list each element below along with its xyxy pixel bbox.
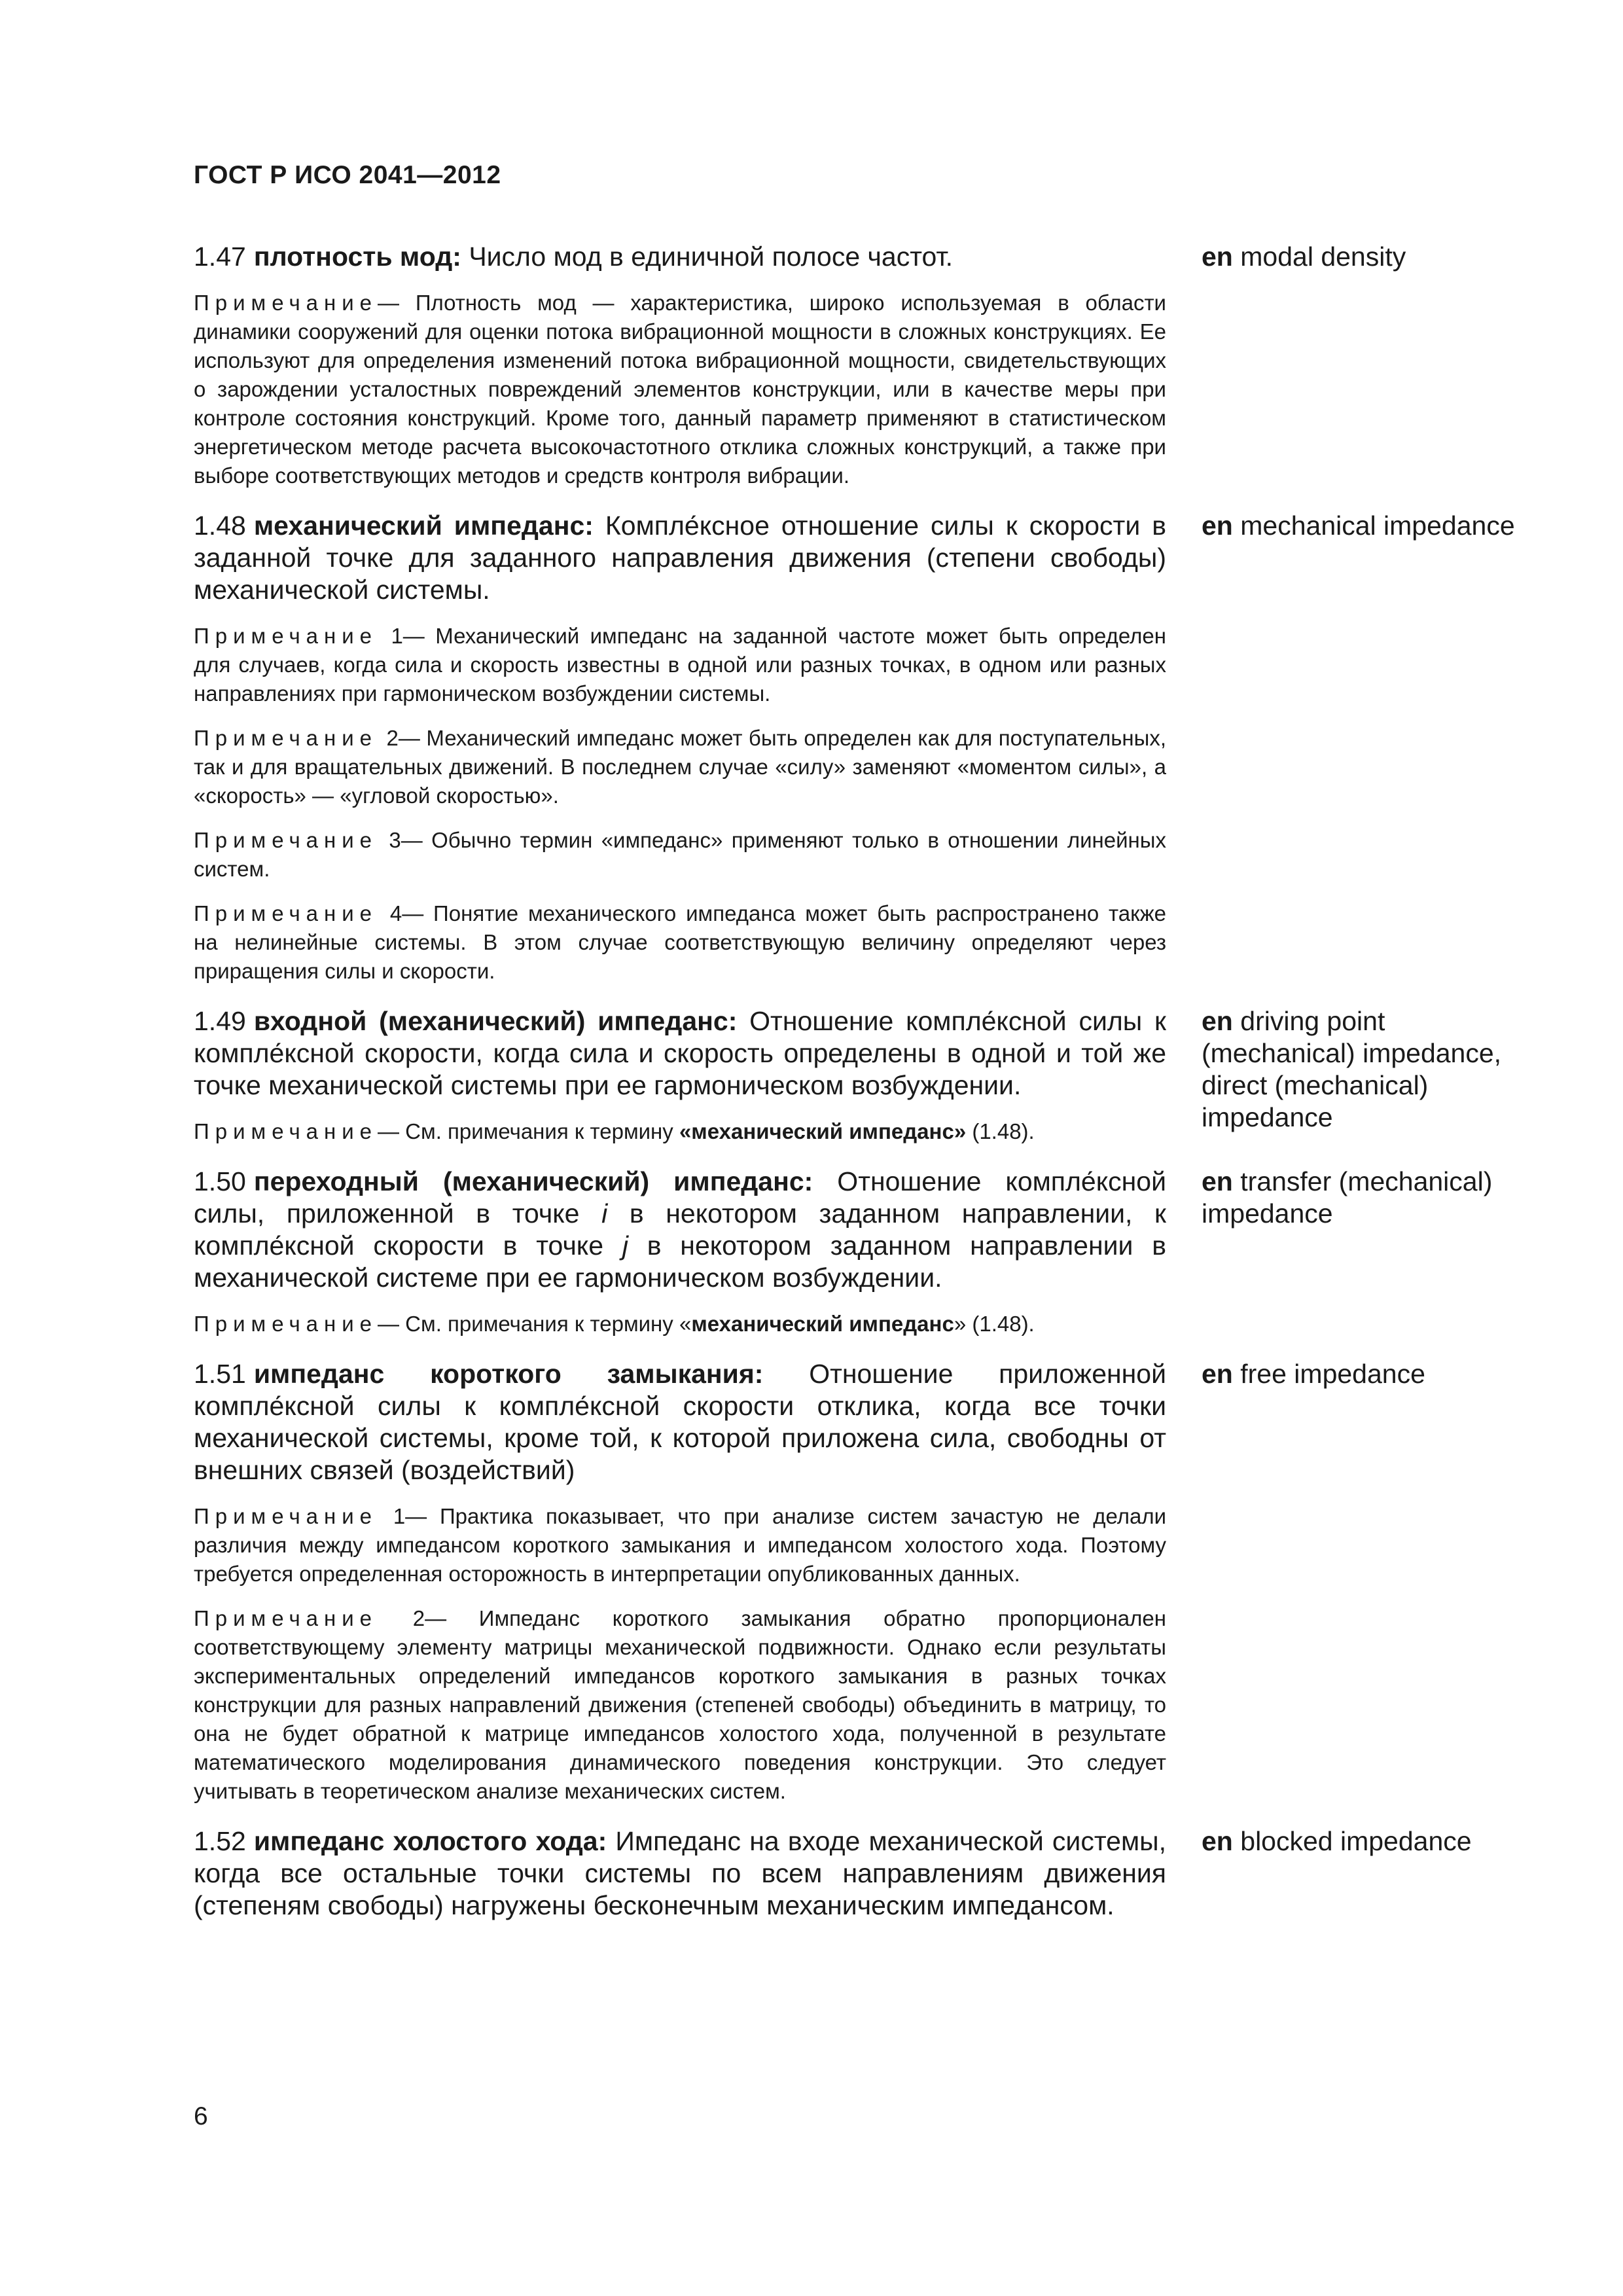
note-label: Примечание [194,726,378,750]
term-number: 1.48 [194,511,246,541]
note-text: — См. примечания к термину « [378,1312,692,1336]
point-index-j: j [622,1230,628,1261]
language-tag: en [1202,1359,1233,1389]
note-number: 3 [389,828,401,852]
term-number: 1.49 [194,1006,246,1036]
page-number: 6 [194,2102,208,2130]
language-tag: en [1202,242,1233,272]
note-1 [194,622,1166,708]
note-label: Примечание [194,901,378,925]
language-tag: en [1202,1006,1233,1036]
term-definition [194,1358,1166,1486]
note-4 [194,899,1166,986]
note-label: Примечание [194,1504,378,1528]
term-definition-text: Импеданс на входе механической системы, когда все остальные точки системы по всем направлениям движения (степеням свободы) нагружены бесконечным механическим импедансом. [194,1826,1166,1920]
english-equivalent [1202,510,1529,542]
term-name: плотность мод: [253,242,461,272]
note-text: — Механический импеданс на заданной частоте может быть определен для случаев, когда сила и скорость известны в одной или разных точках, в одном или разных направлениях при гармоническом возбуждении системы. [194,624,1167,706]
note-number: 2 [386,726,399,750]
note-text: — Практика показывает, что при анализе систем зачастую не делали различия между импедансом короткого замыкания и импедансом холостого хода. Поэтому требуется определенная осторожность в интерпретации опубликованных данных. [194,1504,1167,1586]
note-1 [194,1502,1166,1588]
note-text: — Понятие механического импеданса может быть распространено также на нелинейные системы. В этом случае соответствующую величину определяют через приращения силы и скорости. [194,901,1167,983]
english-term: driving point (mechanical) impedance, direct (mechanical) impedance [1202,1006,1502,1132]
term-definition [194,510,1166,606]
entry-body [194,1005,1166,1146]
note-text: — См. примечания к термину [378,1119,679,1143]
term-entry-1-48 [194,510,1529,986]
english-term: modal density [1240,242,1406,272]
note-label: Примечание [194,1606,378,1630]
note-2 [194,724,1166,810]
note-text-end: (1.48). [966,1119,1035,1143]
term-entry-1-52 [194,1825,1529,1922]
term-definition [194,1825,1166,1922]
english-equivalent [1202,1166,1529,1230]
term-definition-text: Отношение приложенной компле́ксной силы к компле́ксной скорости отклика, когда все точки механической системы, кроме той, к которой приложена сила, свободны от внешних связей (воздействий) [194,1359,1166,1485]
term-number: 1.50 [194,1166,246,1196]
entry-body [194,1166,1166,1338]
note-label: Примечание [194,624,378,648]
english-term: blocked impedance [1240,1826,1472,1856]
english-term: free impedance [1240,1359,1425,1389]
entry-body [194,1825,1166,1922]
note-label: Примечание [194,1312,378,1336]
note [194,289,1166,490]
term-definition-text: Компле́ксное отношение силы к скорости в заданной точке для заданного направления движения (степени свободы) механической системы. [194,511,1166,605]
note-text-end: » (1.48). [954,1312,1035,1336]
entry-body [194,241,1166,490]
term-entry-1-51 [194,1358,1529,1806]
language-tag: en [1202,511,1233,541]
english-equivalent [1202,1005,1529,1134]
term-entry-1-49 [194,1005,1529,1146]
english-term: transfer (mechanical) impedance [1202,1166,1493,1229]
note-text: — Импеданс короткого замыкания обратно пропорционален соответствующему элементу матрицы механической подвижности. Однако если результаты экспериментальных определений импедансов короткого замыкания в разных точках конструкции для разных направлений движения (степеней свободы) объединить в матрицу, то она не будет обратной к матрице импедансов холостого хода, полученной в результате математического моделирования динамического поведения конструкции. Это следует учитывать в теоретическом анализе механических систем. [194,1606,1166,1803]
note-reference-term: механический импеданс [691,1312,954,1336]
term-definition [194,1005,1166,1102]
term-definition-text: в некотором заданном направлении, к компле́ксной скорости в точке [194,1198,1166,1261]
note-text: — Обычно термин «импеданс» применяют только в отношении линейных систем. [194,828,1166,881]
note-number: 1 [393,1504,406,1528]
english-equivalent [1202,1358,1529,1390]
term-name: импеданс холостого хода: [253,1826,607,1856]
note-label: Примечание [194,828,378,852]
term-definition-text: Отношение компле́ксной силы к компле́ксной скорости, когда сила и скорость определены в одной и той же точке механической системы при ее гармоническом возбуждении. [194,1006,1166,1100]
term-definition [194,1166,1166,1294]
note-number: 4 [389,901,402,925]
english-equivalent [1202,1825,1529,1857]
term-entry-1-47 [194,241,1529,490]
term-name: переходный (механический) импеданс: [253,1166,813,1196]
term-name: входной (механический) импеданс: [253,1006,738,1036]
language-tag: en [1202,1166,1233,1196]
term-definition-text: Число мод в единичной полосе частот. [469,242,954,272]
note-reference-term: «механический импеданс» [679,1119,967,1143]
term-number: 1.51 [194,1359,246,1389]
entry-body [194,510,1166,986]
term-definition [194,241,1166,273]
english-equivalent [1202,241,1529,273]
note-number: 2 [412,1606,425,1630]
document-header: ГОСТ Р ИСО 2041—2012 [194,161,501,189]
term-name: импеданс короткого замыкания: [253,1359,764,1389]
english-term: mechanical impedance [1240,511,1515,541]
term-number: 1.47 [194,242,246,272]
note-label: Примечание [194,291,378,315]
note-number: 1 [391,624,403,648]
term-name: механический импеданс: [253,511,594,541]
term-entry-1-50 [194,1166,1529,1338]
note [194,1117,1166,1146]
note-label: Примечание [194,1119,378,1143]
note [194,1310,1166,1338]
note-2 [194,1604,1166,1806]
term-number: 1.52 [194,1826,246,1856]
terms-list [194,241,1529,1922]
entry-body [194,1358,1166,1806]
language-tag: en [1202,1826,1233,1856]
note-text: — Плотность мод — характеристика, широко используемая в области динамики сооружений для оценки потока вибрационной мощности в сложных конструкциях. Ее используют для определения изменений потока вибрационной мощности, свидетельствующих о зарождении усталостных повреждений элементов конструкции, или в качестве меры при контроле состояния конструкций. Кроме того, данный параметр применяют в статистическом энергетическом методе расчета высокочастотного отклика сложных конструкций, а также при выборе соответствующих методов и средств контроля вибрации. [194,291,1166,488]
term-definition-text: в некотором заданном направлении в механической системе при ее гармоническом возбуждении. [194,1230,1166,1293]
note-3 [194,826,1166,884]
point-index-i: i [601,1198,608,1229]
note-text: — Механический импеданс может быть определен как для поступательных, так и для вращательных движений. В последнем случае «силу» заменяют «моментом силы», а «скорость» — «угловой скоростью». [194,726,1167,808]
term-definition-text: Отношение компле́ксной силы, приложенной в точке [194,1166,1166,1229]
